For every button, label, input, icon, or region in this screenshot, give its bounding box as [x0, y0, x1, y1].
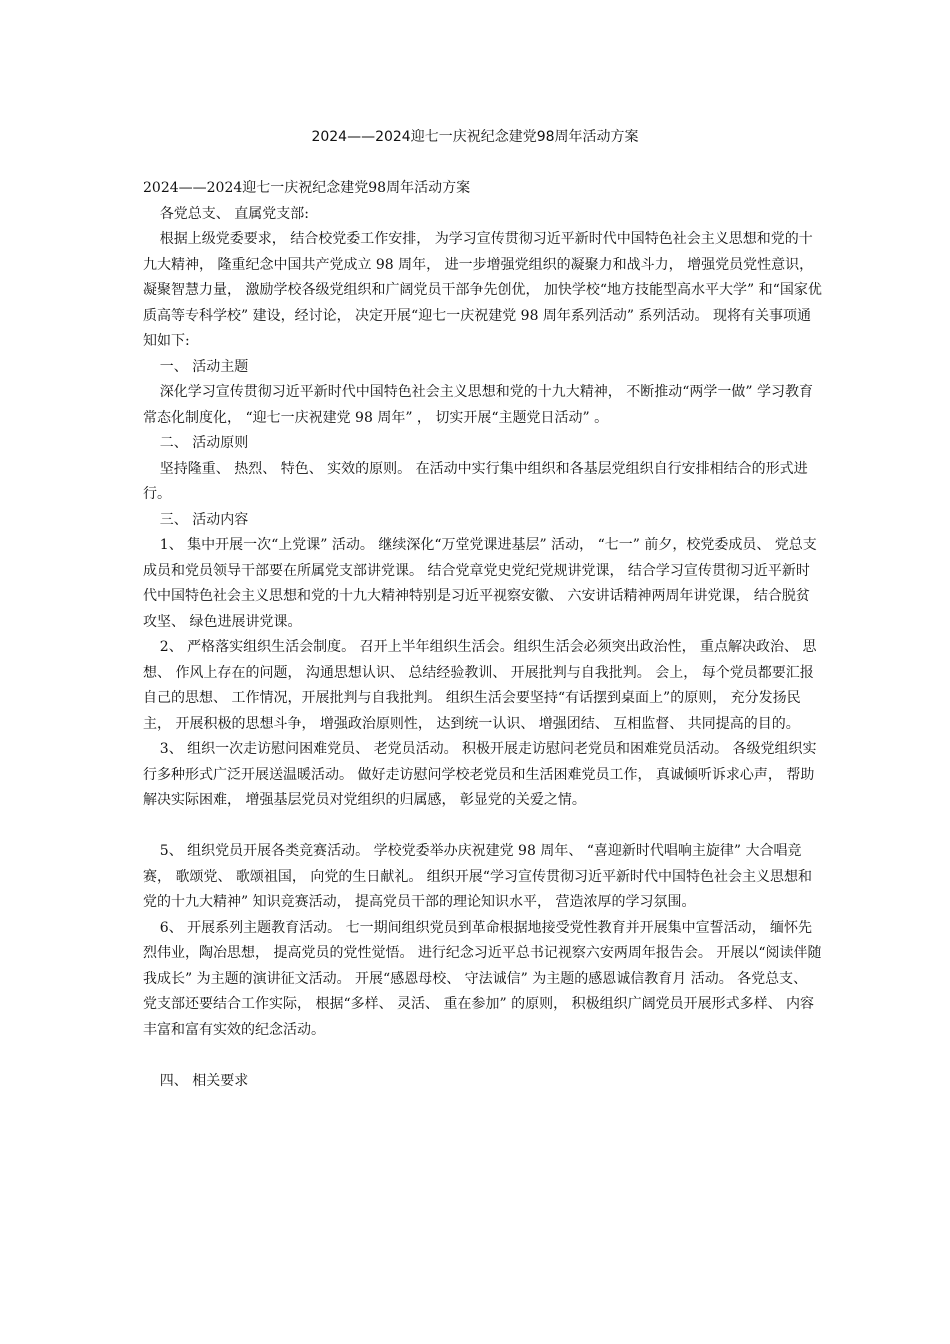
section-heading-content: 三、 活动内容	[159, 511, 249, 528]
principles-paragraph: 坚持隆重、 热烈、 特色、 实效的原则。 在活动中实行集中组织和各基层党组织自行安排相结合的形式进行。	[143, 460, 808, 502]
document-heading: 2024——2024迎七一庆祝纪念建党98周年活动方案	[143, 180, 471, 196]
document-body	[143, 176, 823, 1094]
section-heading-requirements: 四、 相关要求	[159, 1072, 249, 1089]
section-heading-theme: 一、 活动主题	[159, 358, 249, 375]
theme-paragraph: 深化学习宣传贯彻习近平新时代中国特色社会主义思想和党的十九大精神， 不断推动“两学一做” 学习教育常态化制度化， “迎七一庆祝建党 98 周年” ， 切实开展“主题党日活动” 。	[143, 384, 814, 426]
paragraph-gap	[143, 814, 823, 840]
content-item-6: 6、 开展系列主题教育活动。 七一期间组织党员到革命根据地接受党性教育并开展集中宣誓活动， 缅怀先烈伟业，陶冶思想， 提高党员的党性觉悟。 进行纪念习近平总书记视察六安两周年报告会。 开展以“阅读伴随我成长” 为主题的演讲征文活动。 开展“感恩母校、 守法诚信” 为主题的感恩诚信教育月 活动。 各党总支、 党支部还要结合工作实际， 根据“多样、 灵活、 重在参加” 的原则， 积极组织广阔党员开展形式多样、 内容丰富和富有实效的纪念活动。	[143, 919, 822, 1038]
page-title: 2024——2024迎七一庆祝纪念建党98周年活动方案	[311, 129, 639, 145]
content-item-2: 2、 严格落实组织生活会制度。 召开上半年组织生活会。组织生活会必须突出政治性， 重点解决政治、 思想、 作风上存在的问题， 沟通思想认识、 总结经验教训、 开展批判与自我批判。 会上， 每个党员都要汇报自己的思想、 工作情况，开展批判与自我批判。 组织生活会要坚持“有话摆到桌面上”的原则， 充分发扬民主， 开展积极的思想斗争， 增强政治原则性， 达到统一认识、 增强团结、 互相监督、 共同提高的目的。	[143, 639, 817, 732]
paragraph-gap	[143, 1043, 823, 1069]
section-heading-principles: 二、 活动原则	[159, 435, 249, 451]
content-item-5: 5、 组织党员开展各类竞赛活动。 学校党委举办庆祝建党 98 周年、 “喜迎新时代唱响主旋律” 大合唱竞赛， 歌颂党、 歌颂祖国， 向党的生日献礼。 组织开展“学习宣传贯彻习近平新时代中国特色社会主义思想和党的十九大精神” 知识竞赛活动， 提高党员干部的理论知识水平， 营造浓厚的学习氛围。	[143, 843, 812, 910]
intro-paragraph: 根据上级党委要求， 结合校党委工作安排， 为学习宣传贯彻习近平新时代中国特色社会主义思想和党的十九大精神， 隆重纪念中国共产党成立 98 周年， 进一步增强党组织的凝聚力和战斗力， 增强党员党性意识， 凝聚智慧力量， 激励学校各级党组织和广阔党员干部争先创优， 加快学校“地方技能型高水平大学” 和“国家优质高等专科学校” 建设，经讨论， 决定开展“迎七一庆祝建党 98 周年系列活动” 系列活动。 现将有关事项通知如下:	[143, 231, 822, 349]
content-item-3: 3、 组织一次走访慰问困难党员、 老党员活动。 积极开展走访慰问老党员和困难党员活动。 各级党组织实行多种形式广泛开展送温暖活动。 做好走访慰问学校老党员和生活困难党员工作， 真诚倾听诉求心声， 帮助解决实际困难， 增强基层党员对党组织的归属感， 彰显党的关爱之情。	[143, 741, 817, 808]
salutation: 各党总支、 直属党支部:	[159, 205, 309, 222]
content-item-1: 1、 集中开展一次“上党课” 活动。 继续深化“万堂党课进基层” 活动， “七一” 前夕，校党委成员、 党总支成员和党员领导干部要在所属党支部讲党课。 结合党章党史党纪党规讲党课， 结合学习宣传贯彻习近平新时代中国特色社会主义思想和党的十九大精神特别是习近平视察安徽、 六安讲话精神两周年讲党课， 结合脱贫攻坚、 绿色进展讲党课。	[143, 537, 817, 630]
